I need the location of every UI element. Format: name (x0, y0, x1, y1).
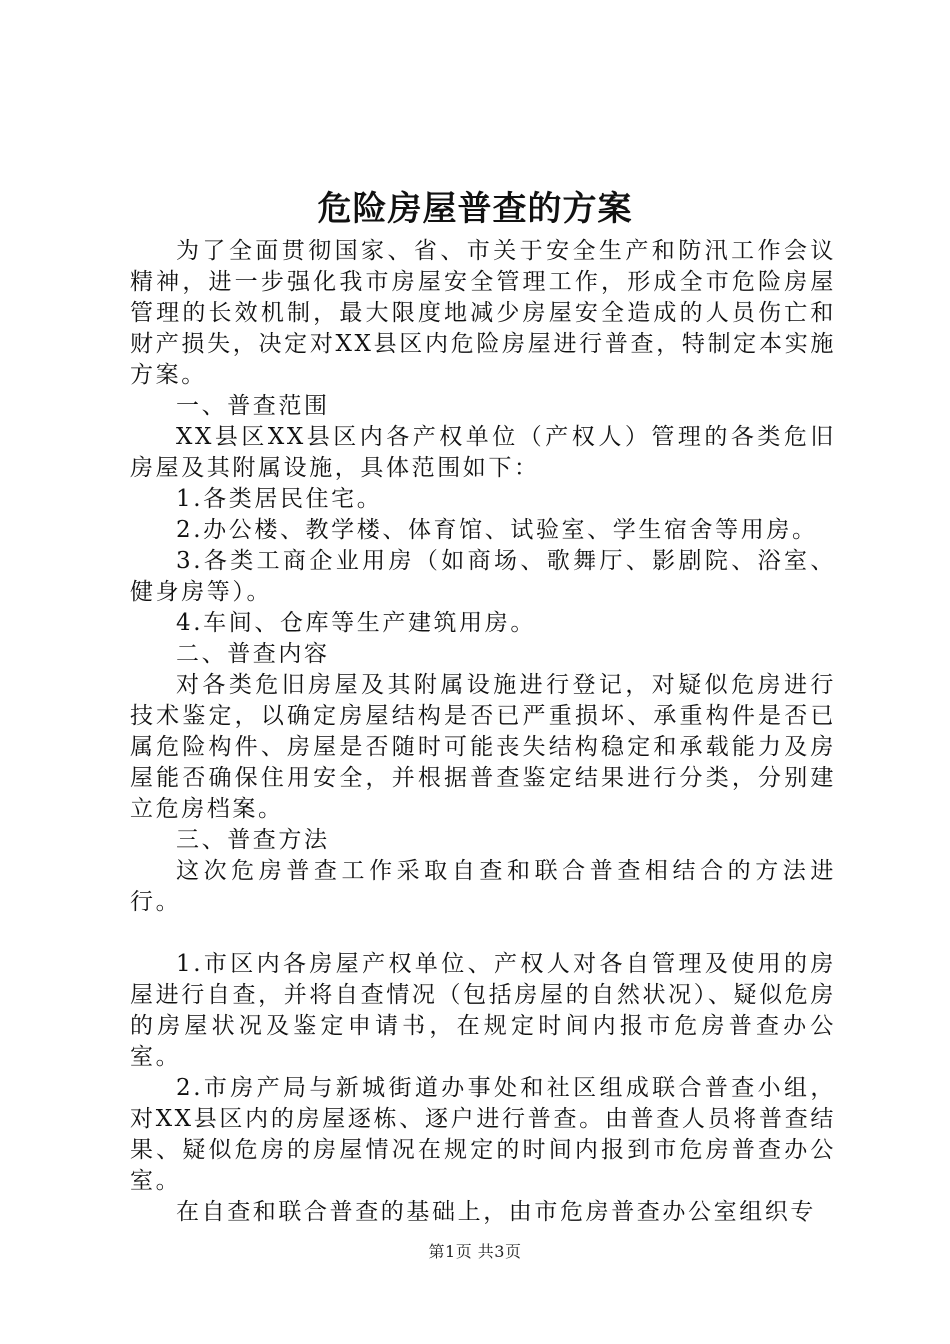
method-continuation: 在自查和联合普查的基础上，由市危房普查办公室组织专 (176, 1199, 816, 1225)
scope-item-3: 3.各类工商企业用房（如商场、歌舞厅、影剧院、浴室、健身房等）。 (130, 548, 836, 605)
content-paragraph: 对各类危旧房屋及其附属设施进行登记，对疑似危房进行技术鉴定，以确定房屋结构是否已严重损坏、承重构件是否已属危险构件、房屋是否随时可能丧失结构稳定和承载能力及房屋能否确保住用安全，并根据普查鉴定结果进行分类，分别建立危房档案。 (130, 672, 836, 822)
scope-item-2: 2.办公楼、教学楼、体育馆、试验室、学生宿舍等用房。 (176, 517, 818, 543)
scope-item-1: 1.各类居民住宅。 (176, 486, 383, 512)
document-title: 危险房屋普查的方案 (317, 189, 633, 229)
page-footer: 第1页 共3页 (428, 1242, 522, 1261)
intro-paragraph: 为了全面贯彻国家、省、市关于安全生产和防汛工作会议精神，进一步强化我市房屋安全管理工作，形成全市危险房屋管理的长效机制，最大限度地减少房屋安全造成的人员伤亡和财产损失，决定对XX县区内危险房屋进行普查，特制定本实施方案。 (130, 238, 836, 388)
section-heading-method: 三、普查方法 (176, 827, 330, 853)
scope-item-4: 4.车间、仓库等生产建筑用房。 (176, 610, 536, 636)
section-heading-scope: 一、普查范围 (176, 393, 330, 419)
section-heading-content: 二、普查内容 (176, 641, 330, 667)
scope-paragraph: XX县区XX县区内各产权单位（产权人）管理的各类危旧房屋及其附属设施，具体范围如下： (130, 424, 836, 481)
method-item-2: 2.市房产局与新城街道办事处和社区组成联合普查小组，对XX县区内的房屋逐栋、逐户进行普查。由普查人员将普查结果、疑似危房的房屋情况在规定的时间内报到市危房普查办公室。 (130, 1075, 836, 1194)
document-body (130, 236, 836, 1228)
method-paragraph: 这次危房普查工作采取自查和联合普查相结合的方法进行。 (130, 858, 836, 915)
method-item-1: 1.市区内各房屋产权单位、产权人对各自管理及使用的房屋进行自查，并将自查情况（包括房屋的自然状况）、疑似危房的房屋状况及鉴定申请书，在规定时间内报市危房普查办公室。 (130, 951, 836, 1070)
